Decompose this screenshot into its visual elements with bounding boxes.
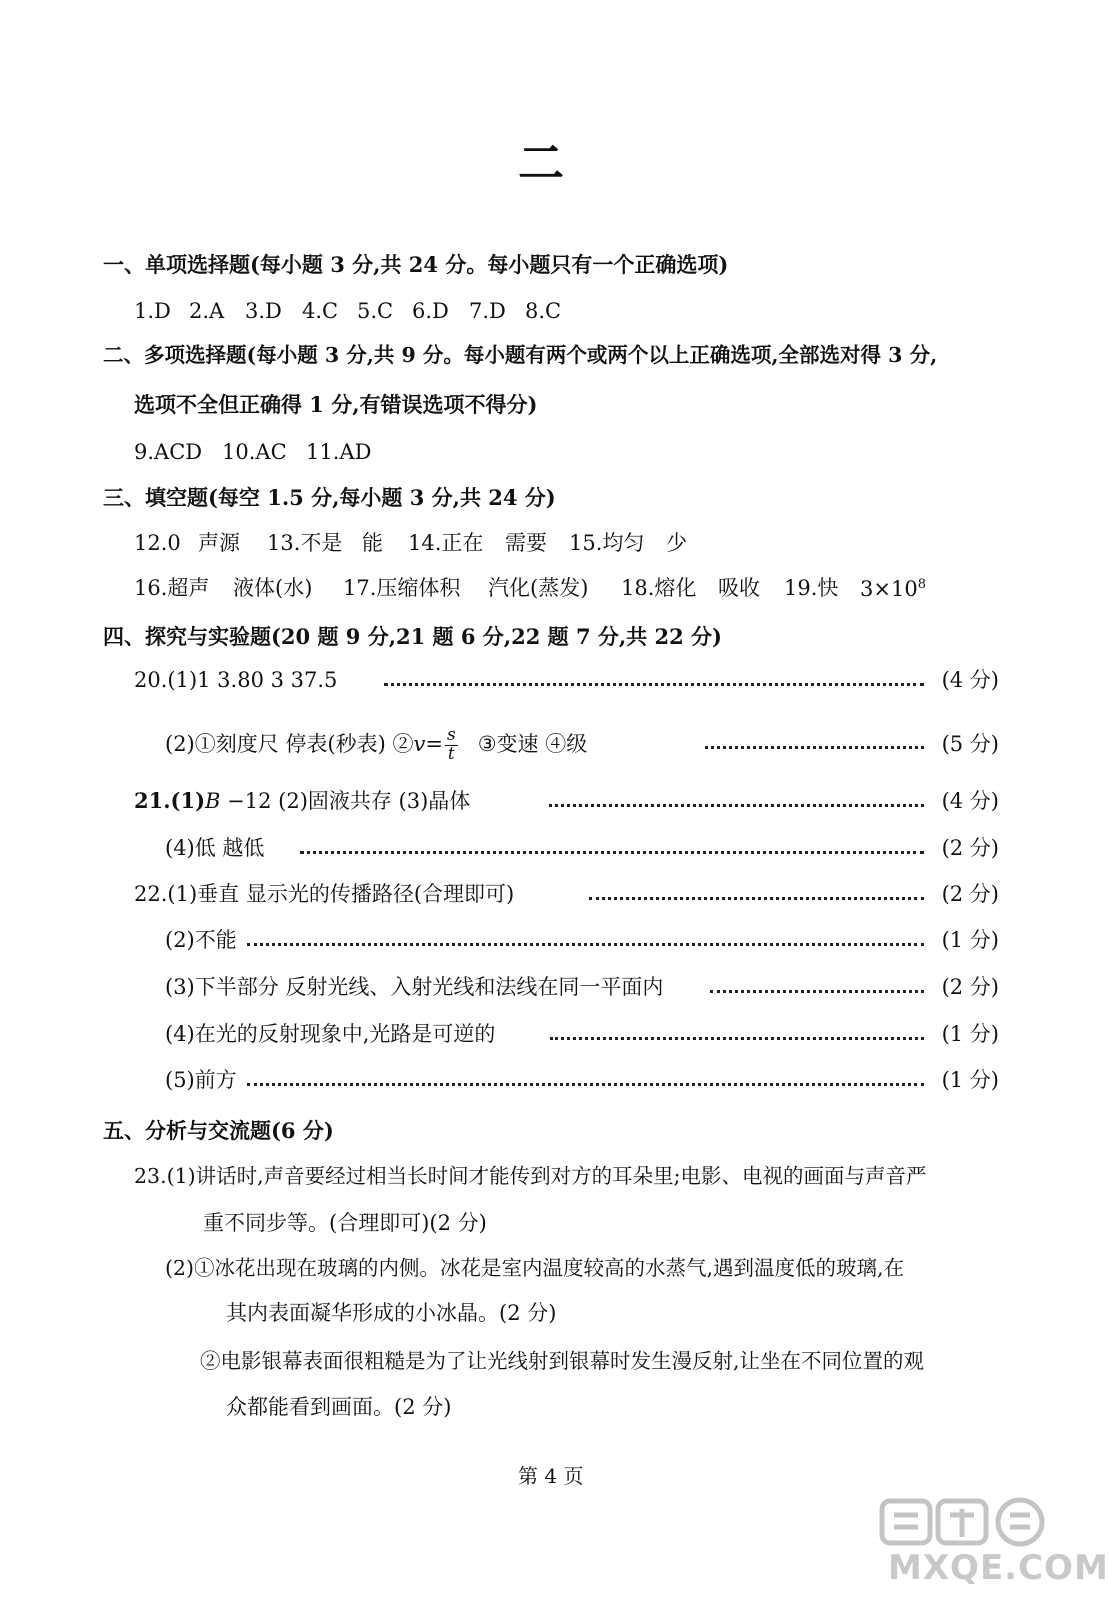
answer-item: 17.压缩体积: [343, 576, 461, 600]
answer-item: 4.C: [302, 299, 339, 323]
q22-part4-text: (4)在光的反射现象中,光路是可逆的: [165, 1022, 496, 1046]
answer-item-power: [860, 578, 926, 600]
fraction-denominator: t: [447, 744, 455, 764]
answer-item: 11.AD: [306, 440, 372, 464]
q23-part3-line2: 众都能看到画面。(2 分): [226, 1395, 452, 1419]
leader-dots: [384, 681, 924, 686]
power-base: 3×10: [860, 577, 918, 601]
answer-item: 1.D: [134, 299, 171, 323]
score: (2 分): [941, 975, 999, 999]
power-exponent: 8: [917, 577, 926, 592]
section1-header: 一、单项选择题(每小题 3 分,共 24 分。每小题只有一个正确选项): [103, 252, 729, 277]
page-title: 二: [518, 136, 564, 190]
leader-dots: [549, 802, 924, 807]
score: (1 分): [941, 1068, 999, 1092]
formula-eq: =: [425, 732, 443, 756]
leader-dots: [247, 1081, 924, 1086]
answer-item: 吸收: [718, 576, 760, 600]
q23-part1-line1: 23.(1)讲话时,声音要经过相当长时间才能传到对方的耳朵里;电影、电视的画面与声音严: [134, 1164, 927, 1188]
q20-part2-lead: (2)①刻度尺 停表(秒表) ②: [165, 732, 414, 756]
page-number: 第 4 页: [518, 1464, 584, 1488]
fraction-numerator: s: [446, 725, 456, 746]
q22-part2: [165, 927, 999, 953]
q21-part1-text: [134, 788, 470, 814]
q21-label: 21.(1): [134, 788, 206, 813]
answer-item: 液体(水): [233, 576, 313, 600]
answer-item: 3.D: [245, 299, 282, 323]
answer-item: 10.AC: [222, 440, 287, 464]
q20-part1-text: 20.(1)1 3.80 3 37.5: [134, 668, 338, 692]
leader-dots: [589, 895, 924, 900]
answer-item: 声源: [198, 531, 240, 555]
q22-part5-text: (5)前方: [165, 1068, 237, 1092]
section4-header: 四、探究与实验题(20 题 9 分,21 题 6 分,22 题 7 分,共 22 分): [103, 624, 722, 649]
leader-dots: [247, 941, 924, 946]
answer-item: 16.超声: [134, 576, 210, 600]
q20-part1: [134, 667, 999, 693]
answer-item: 能: [362, 531, 383, 555]
q23-part3-line1: ②电影银幕表面很粗糙是为了让光线射到银幕时发生漫反射,让坐在不同位置的观: [200, 1349, 925, 1373]
q22-part2-text: (2)不能: [165, 928, 237, 952]
answer-item: 汽化(蒸发): [488, 576, 589, 600]
answer-item: 少: [666, 531, 687, 555]
score: (1 分): [941, 928, 999, 952]
formula-v: v: [413, 732, 426, 756]
answer-item: 5.C: [357, 299, 394, 323]
section3-header: 三、填空题(每空 1.5 分,每小题 3 分,共 24 分): [103, 485, 556, 510]
q22-part3-text: (3)下半部分 反射光线、入射光线和法线在同一平面内: [165, 975, 664, 999]
q21-part1-rest: −12 (2)固液共存 (3)晶体: [220, 789, 471, 813]
answer-item: 6.D: [412, 299, 449, 323]
q22-part4: [165, 1021, 999, 1047]
q20-part2-text: [165, 724, 587, 764]
answer-item: 需要: [505, 531, 547, 555]
q22-part1: [134, 881, 999, 907]
score: (4 分): [941, 668, 999, 692]
q22-part1-text: 22.(1)垂直 显示光的传播路径(合理即可): [134, 882, 515, 906]
watermark-text: MXQE.COM: [888, 1548, 1109, 1588]
q23-part2-line1: (2)①冰花出现在玻璃的内侧。冰花是室内温度较高的水蒸气,遇到温度低的玻璃,在: [165, 1256, 905, 1280]
score: (2 分): [941, 836, 999, 860]
answer-item: 2.A: [189, 299, 225, 323]
section5-header: 五、分析与交流题(6 分): [103, 1118, 334, 1143]
q21-part1: [134, 788, 999, 814]
answer-item: 7.D: [469, 299, 506, 323]
q20-part2-tail: ③变速 ④级: [477, 732, 588, 756]
leader-dots: [550, 1035, 924, 1040]
answer-item: 13.不是: [267, 531, 343, 555]
leader-dots: [710, 988, 924, 993]
answer-item: 19.快: [784, 576, 839, 600]
leader-dots: [300, 849, 924, 854]
score: (4 分): [941, 789, 999, 813]
q20-part2: [165, 724, 999, 764]
answer-item: 12.0: [134, 531, 181, 555]
answer-item: 15.均匀: [569, 531, 645, 555]
q23-part2-line2: 其内表面凝华形成的小冰晶。(2 分): [226, 1301, 557, 1325]
q22-part5: [165, 1067, 999, 1093]
score: (2 分): [941, 882, 999, 906]
q21-part4-text: (4)低 越低: [165, 836, 265, 860]
leader-dots: [705, 744, 924, 749]
section2-header-cont: 选项不全但正确得 1 分,有错误选项不得分): [134, 392, 538, 417]
answer-item: 8.C: [525, 299, 562, 323]
q23-part1-line2: 重不同步等。(合理即可)(2 分): [203, 1211, 487, 1235]
answer-item: 18.熔化: [621, 576, 697, 600]
q22-part3: [165, 974, 999, 1000]
score: (1 分): [941, 1022, 999, 1046]
section2-header: 二、多项选择题(每小题 3 分,共 9 分。每小题有两个或两个以上正确选项,全部选对得 3 分,: [103, 343, 938, 367]
q21-part4: [165, 835, 999, 861]
score: (5 分): [941, 732, 999, 756]
answer-item: 9.ACD: [134, 440, 203, 464]
q21-answer-B: B: [205, 789, 221, 813]
formula-fraction: [445, 727, 458, 764]
answer-item: 14.正在: [408, 531, 484, 555]
